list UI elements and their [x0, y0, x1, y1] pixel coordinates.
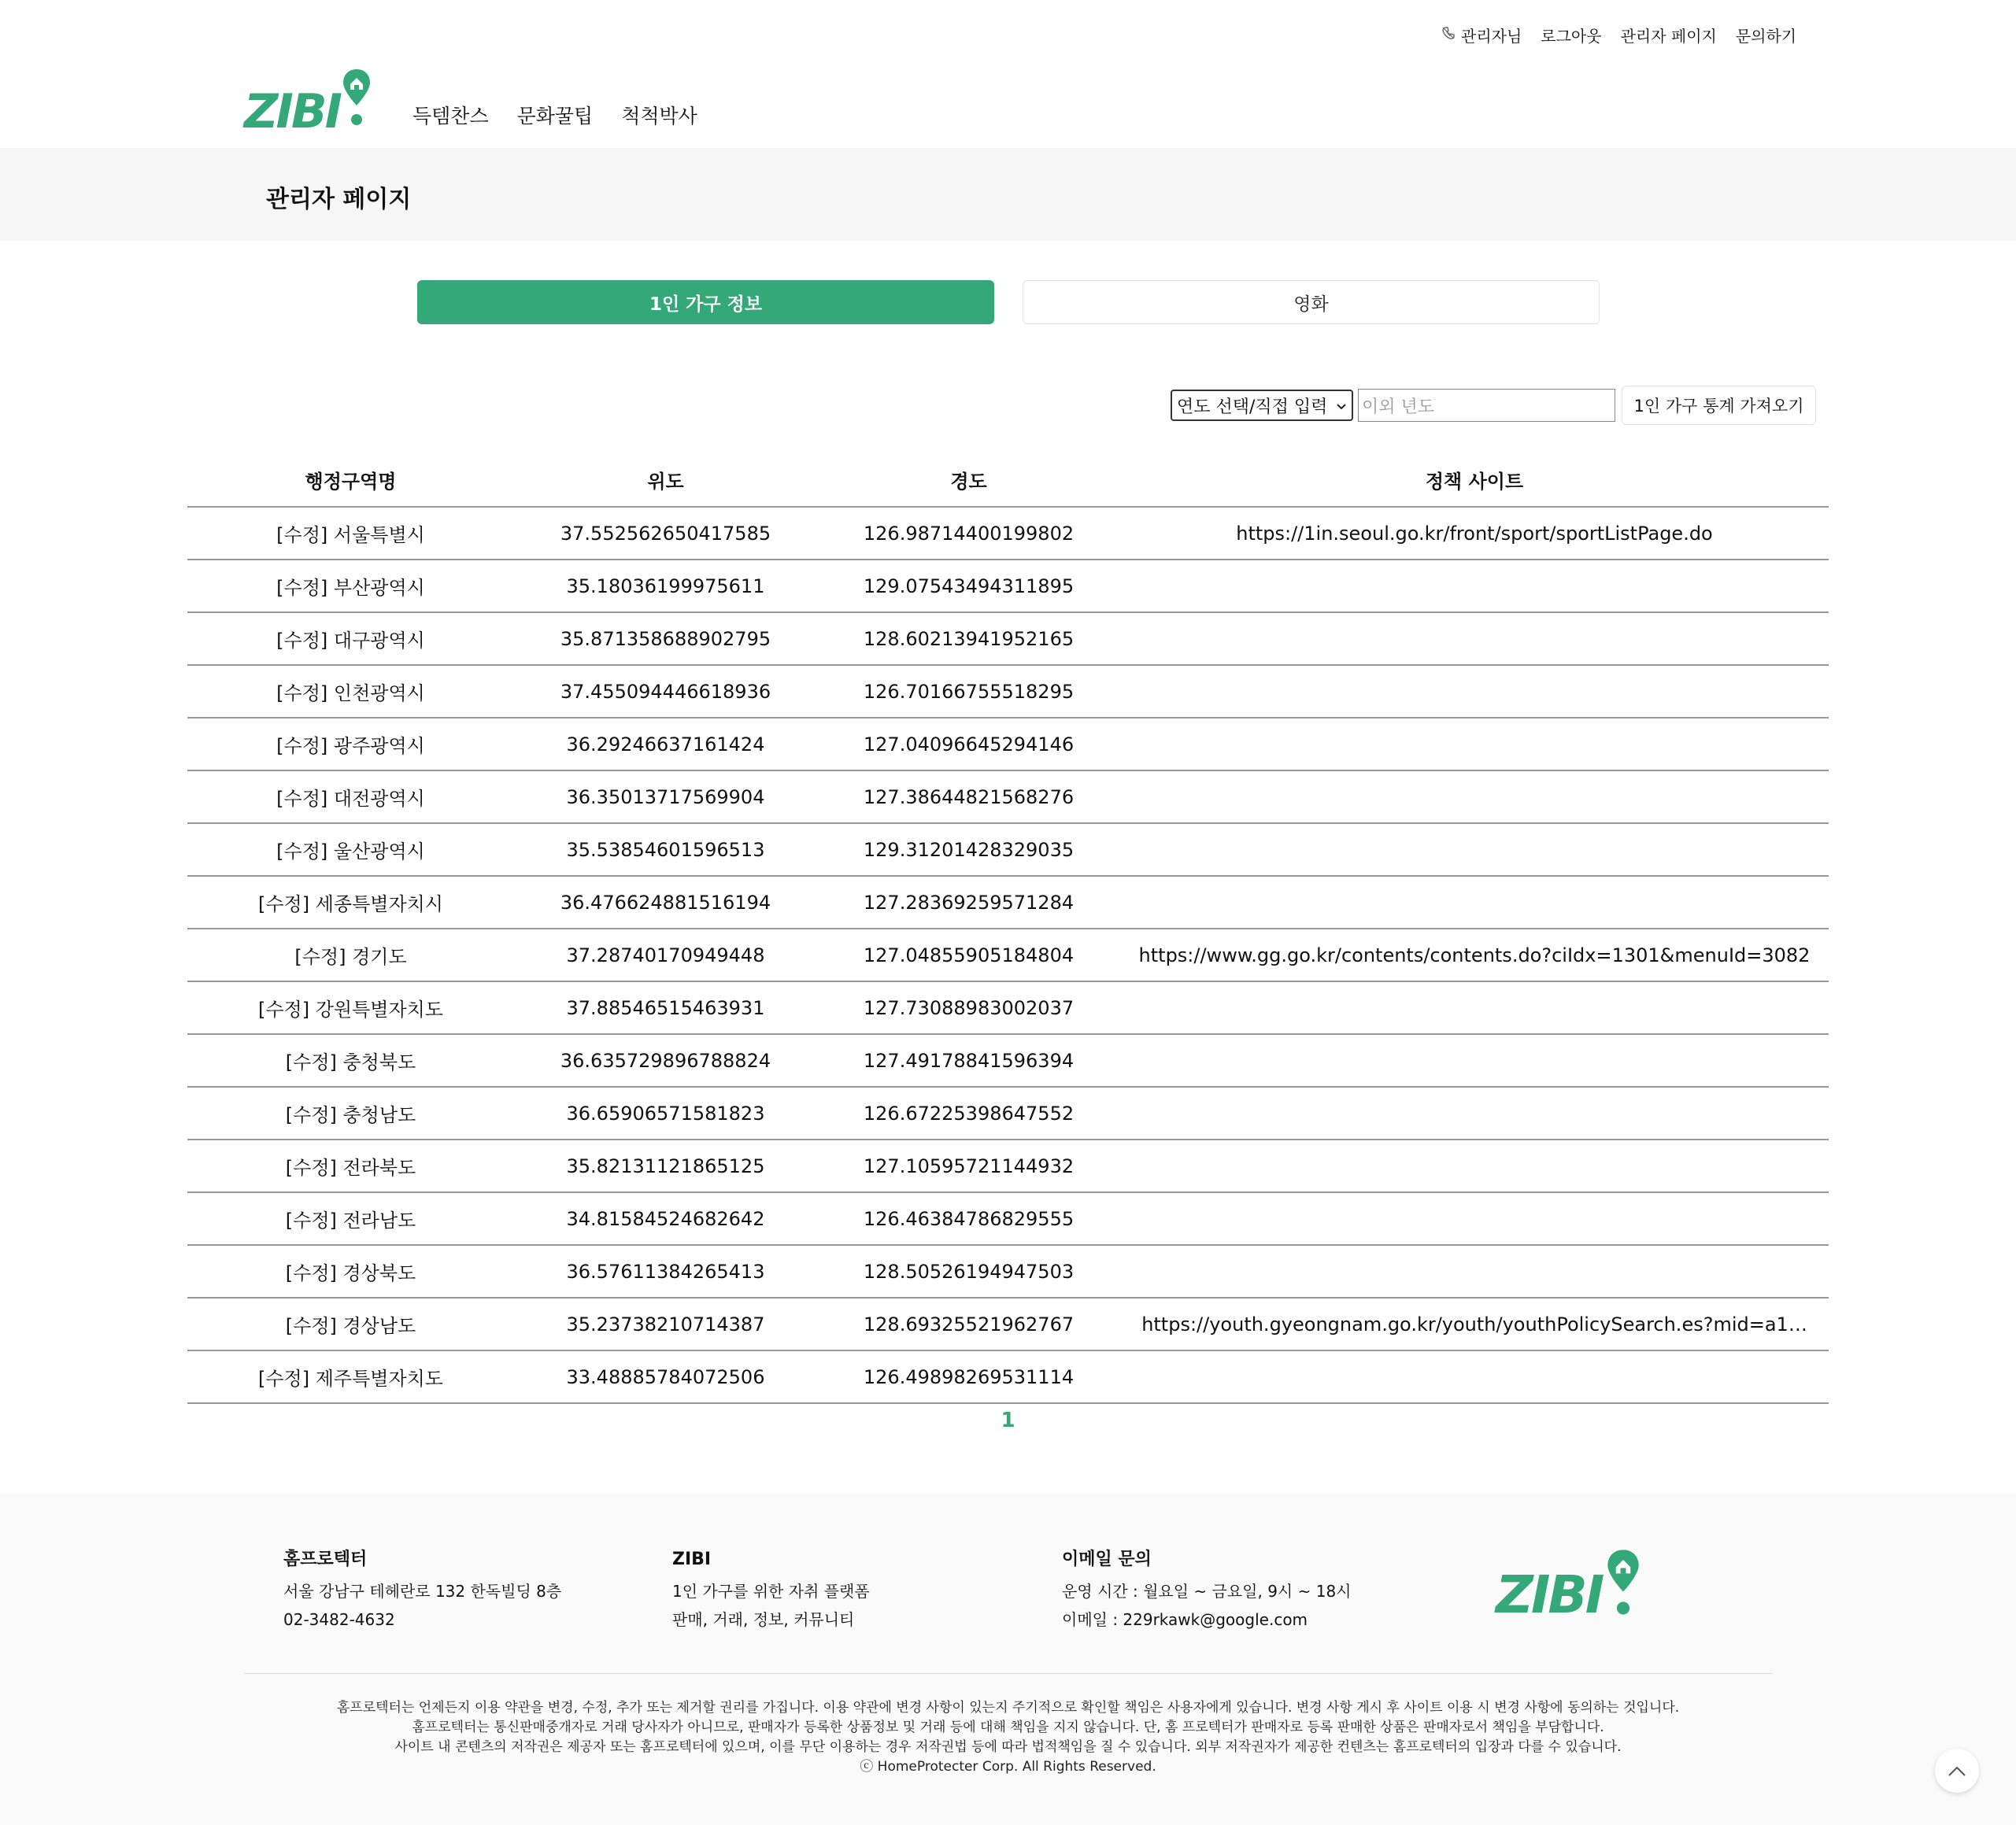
cell-latitude-text: 35.82131121865125	[566, 1154, 765, 1177]
cell-latitude	[514, 929, 817, 981]
admin-page-link[interactable]: 관리자 페이지	[1620, 27, 1717, 46]
cell-policy-site[interactable]	[1120, 770, 1829, 823]
cell-policy-site[interactable]	[1120, 1245, 1829, 1298]
legal-line-3: 사이트 내 콘텐츠의 저작권은 제공자 또는 홈프로텍터에 있으며, 이를 무단 이용하는 경우 저작권법 등에 따라 법적책임을 질 수 있습니다. 외부 저작권자가 제공한 컨텐츠는 홈프로텍터의 입장과 다를 수 있습니다.	[394, 1739, 1622, 1755]
cell-policy-site[interactable]	[1120, 823, 1829, 876]
cell-region	[187, 1245, 514, 1298]
cell-longitude-text: 127.04096645294146	[863, 733, 1075, 755]
cell-latitude-text: 37.88546515463931	[566, 996, 765, 1019]
footer-logo	[1496, 1547, 1641, 1625]
cell-latitude	[514, 1192, 817, 1245]
footer	[0, 1494, 2016, 1825]
cell-latitude	[514, 1140, 817, 1192]
cell-latitude	[514, 1350, 817, 1403]
table-row[interactable]	[187, 981, 1829, 1034]
cell-region-text: [수정] 경상남도	[285, 1315, 416, 1337]
cell-latitude	[514, 876, 817, 929]
cell-region	[187, 1087, 514, 1140]
user-icon	[1441, 25, 1456, 45]
cell-policy-site[interactable]	[1120, 1087, 1829, 1140]
cell-longitude-text: 129.07543494311895	[863, 574, 1075, 597]
other-year-input[interactable]: 이외 년도	[1358, 389, 1615, 422]
cell-longitude	[817, 1192, 1120, 1245]
cell-longitude-text: 129.31201428329035	[863, 838, 1075, 861]
table-row[interactable]	[187, 1140, 1829, 1192]
cell-latitude	[514, 1034, 817, 1087]
cell-region-text: [수정] 대구광역시	[276, 630, 425, 652]
cell-region	[187, 560, 514, 612]
table-row[interactable]	[187, 876, 1829, 929]
table-row[interactable]	[187, 823, 1829, 876]
table-row[interactable]	[187, 1087, 1829, 1140]
header-policy-site: 정책 사이트	[1120, 453, 1829, 507]
cell-longitude	[817, 770, 1120, 823]
cell-longitude	[817, 560, 1120, 612]
footer-company-title: 홈프로텍터	[283, 1550, 368, 1569]
cell-latitude-text: 35.871358688902795	[560, 627, 771, 650]
cell-latitude-text: 36.635729896788824	[560, 1049, 771, 1072]
cell-longitude-text: 127.49178841596394	[863, 1049, 1075, 1072]
cell-longitude	[817, 718, 1120, 770]
footer-phone: 02-3482-4632	[283, 1610, 395, 1629]
table-header-row	[187, 453, 1829, 507]
cell-longitude-text: 127.73088983002037	[863, 996, 1075, 1019]
cell-longitude-text: 127.04855905184804	[863, 944, 1075, 966]
nav-item-deals[interactable]: 득템찬스	[412, 105, 489, 127]
table-row[interactable]	[187, 718, 1829, 770]
cell-region-text: [수정] 광주광역시	[276, 735, 425, 757]
cell-longitude-text: 128.60213941952165	[863, 627, 1075, 650]
header-longitude: 경도	[817, 453, 1120, 507]
cell-longitude	[817, 612, 1120, 665]
table-row[interactable]	[187, 770, 1829, 823]
cell-longitude	[817, 1298, 1120, 1350]
tab-movie[interactable]: 영화	[1023, 280, 1600, 324]
footer-email-title: 이메일 문의	[1062, 1550, 1152, 1569]
year-select-value: 연도 선택/직접 입력	[1177, 397, 1328, 417]
cell-longitude	[817, 1087, 1120, 1140]
cell-latitude-text: 37.552562650417585	[560, 522, 771, 545]
pagination	[0, 1409, 2016, 1432]
cell-region	[187, 507, 514, 560]
cell-longitude	[817, 981, 1120, 1034]
cell-policy-site[interactable]	[1120, 1140, 1829, 1192]
page-title: 관리자 페이지	[266, 186, 412, 213]
table-row[interactable]	[187, 1350, 1829, 1403]
cell-policy-site[interactable]	[1120, 507, 1829, 560]
cell-region-text: [수정] 강원특별자치도	[257, 999, 443, 1021]
cell-latitude	[514, 981, 817, 1034]
cell-policy-site[interactable]	[1120, 1192, 1829, 1245]
table-row[interactable]	[187, 1034, 1829, 1087]
arrow-up-icon	[1948, 1759, 1966, 1783]
nav-item-qna[interactable]: 척척박사	[621, 105, 697, 127]
fetch-stats-button[interactable]: 1인 가구 통계 가져오기	[1622, 386, 1816, 425]
footer-service-desc: 1인 가구를 위한 자취 플랫폼	[672, 1582, 870, 1601]
cell-policy-site[interactable]	[1120, 876, 1829, 929]
year-select[interactable]	[1171, 390, 1353, 421]
footer-service-title: ZIBI	[672, 1550, 712, 1569]
cell-policy-site[interactable]	[1120, 612, 1829, 665]
cell-latitude	[514, 823, 817, 876]
footer-hours: 운영 시간 : 월요일 ~ 금요일, 9시 ~ 18시	[1062, 1582, 1352, 1601]
table-row[interactable]	[187, 929, 1829, 981]
cell-latitude-text: 33.48885784072506	[566, 1365, 765, 1388]
contact-link[interactable]: 문의하기	[1735, 27, 1797, 46]
cell-region-text: [수정] 충청북도	[285, 1051, 416, 1073]
header-region: 행정구역명	[187, 453, 514, 507]
cell-latitude	[514, 1087, 817, 1140]
cell-longitude	[817, 929, 1120, 981]
cell-latitude	[514, 665, 817, 718]
logout-link[interactable]: 로그아웃	[1541, 27, 1602, 46]
main-nav	[412, 101, 697, 129]
cell-policy-site-text[interactable]: https://1in.seoul.go.kr/front/sport/sportListPage.do	[1236, 523, 1713, 545]
cell-longitude	[817, 1140, 1120, 1192]
cell-region	[187, 770, 514, 823]
cell-policy-site[interactable]	[1120, 560, 1829, 612]
footer-email-address[interactable]: 이메일 : 229rkawk@google.com	[1062, 1610, 1308, 1629]
footer-legal	[0, 1698, 2016, 1777]
cell-region	[187, 876, 514, 929]
cell-longitude-text: 126.67225398647552	[863, 1102, 1075, 1125]
cell-latitude-text: 36.65906571581823	[566, 1102, 765, 1125]
cell-region	[187, 1034, 514, 1087]
cell-latitude-text: 37.28740170949448	[566, 944, 765, 966]
cell-region	[187, 1298, 514, 1350]
cell-longitude-text: 126.98714400199802	[863, 522, 1075, 545]
cell-longitude-text: 126.46384786829555	[863, 1207, 1075, 1230]
cell-latitude-text: 36.29246637161424	[566, 733, 765, 755]
cell-latitude	[514, 560, 817, 612]
stats-controls	[1171, 386, 1816, 425]
cell-longitude	[817, 665, 1120, 718]
legal-line-1: 홈프로텍터는 언제든지 이용 약관을 변경, 수정, 추가 또는 제거할 권리를 가집니다. 이용 약관에 변경 사항이 있는지 주기적으로 확인할 책임은 사용자에게 있습니다. 변경 사항 게시 후 사이트 이용 시 변경 사항에 동의하는 것입니다.	[336, 1700, 1680, 1716]
cell-region	[187, 1192, 514, 1245]
cell-region-text: [수정] 충청남도	[285, 1104, 416, 1126]
cell-latitude-text: 35.23738210714387	[566, 1313, 765, 1336]
cell-longitude-text: 126.49898269531114	[863, 1365, 1075, 1388]
cell-latitude	[514, 1245, 817, 1298]
location-pin-icon	[342, 68, 372, 131]
table-row[interactable]	[187, 1192, 1829, 1245]
cell-policy-site-text[interactable]: https://www.gg.go.kr/contents/contents.do?ciIdx=1301&menuId=3082	[1138, 944, 1811, 966]
cell-longitude	[817, 876, 1120, 929]
cell-region	[187, 1350, 514, 1403]
nav-item-culture-tips[interactable]: 문화꿀팁	[516, 105, 594, 127]
cell-region-text: [수정] 대전광역시	[276, 788, 425, 810]
cell-policy-site[interactable]	[1120, 929, 1829, 981]
cell-region-text: [수정] 경상북도	[285, 1262, 416, 1284]
admin-tabs	[417, 280, 1600, 324]
footer-company	[283, 1546, 561, 1634]
footer-logo-wordmark: ZIBI	[1496, 1565, 1603, 1625]
footer-address: 서울 강남구 테헤란로 132 한독빌딩 8층	[283, 1582, 562, 1601]
cell-latitude	[514, 770, 817, 823]
cell-region	[187, 929, 514, 981]
table-row[interactable]	[187, 665, 1829, 718]
cell-region-text: [수정] 전라남도	[285, 1210, 416, 1232]
logo-wordmark: ZIBI	[244, 84, 340, 139]
cell-region	[187, 718, 514, 770]
header-latitude: 위도	[514, 453, 817, 507]
cell-latitude	[514, 1298, 817, 1350]
copyright: ⓒ HomeProtecter Corp. All Rights Reserved.	[860, 1759, 1156, 1775]
cell-longitude-text: 127.10595721144932	[863, 1154, 1075, 1177]
cell-latitude-text: 34.81584524682642	[566, 1207, 765, 1230]
cell-latitude-text: 36.57611384265413	[566, 1260, 765, 1283]
location-pin-icon	[1606, 1547, 1641, 1621]
cell-longitude-text: 127.28369259571284	[863, 891, 1075, 914]
admin-user[interactable]	[1441, 24, 1522, 46]
cell-policy-site[interactable]	[1120, 718, 1829, 770]
cell-longitude-text: 128.69325521962767	[863, 1313, 1075, 1336]
chevron-down-icon	[1336, 396, 1347, 416]
cell-policy-site-text[interactable]: https://youth.gyeongnam.go.kr/youth/youthPolicySearch.es?mid=a1…	[1141, 1313, 1807, 1336]
cell-longitude	[817, 823, 1120, 876]
cell-latitude-text: 36.476624881516194	[560, 891, 771, 914]
cell-policy-site[interactable]	[1120, 665, 1829, 718]
top-utility-bar	[1441, 24, 1796, 46]
table-row[interactable]	[187, 1245, 1829, 1298]
cell-latitude	[514, 612, 817, 665]
tab-single-household[interactable]: 1인 가구 정보	[417, 280, 994, 324]
cell-policy-site[interactable]	[1120, 1298, 1829, 1350]
cell-region	[187, 1140, 514, 1192]
table-row[interactable]	[187, 560, 1829, 612]
footer-service-tags: 판매, 거래, 정보, 커뮤니티	[672, 1610, 855, 1629]
cell-longitude	[817, 1245, 1120, 1298]
site-logo[interactable]	[244, 68, 372, 139]
cell-policy-site[interactable]	[1120, 1034, 1829, 1087]
cell-policy-site[interactable]	[1120, 1350, 1829, 1403]
cell-longitude-text: 128.50526194947503	[863, 1260, 1075, 1283]
legal-line-2: 홈프로텍터는 통신판매중개자로 거래 당사자가 아니므로, 판매자가 등록한 상품정보 및 거래 등에 대해 책임을 지지 않습니다. 단, 홈 프로텍터가 판매자로 등록 판매한 상품은 판매자로서 책임을 부담합니다.	[412, 1720, 1604, 1735]
cell-longitude	[817, 1034, 1120, 1087]
cell-region-text: [수정] 울산광역시	[276, 840, 425, 863]
cell-longitude	[817, 1350, 1120, 1403]
cell-region	[187, 981, 514, 1034]
cell-region-text: [수정] 인천광역시	[276, 682, 425, 704]
cell-latitude-text: 35.53854601596513	[566, 838, 765, 861]
cell-region	[187, 665, 514, 718]
cell-latitude	[514, 507, 817, 560]
table-row[interactable]	[187, 1298, 1829, 1350]
cell-longitude-text: 126.70166755518295	[863, 680, 1075, 703]
cell-region-text: [수정] 경기도	[294, 946, 407, 968]
cell-longitude-text: 127.38644821568276	[863, 785, 1075, 808]
footer-service	[672, 1546, 870, 1634]
cell-latitude-text: 37.455094446618936	[560, 680, 771, 703]
cell-latitude	[514, 718, 817, 770]
cell-region	[187, 612, 514, 665]
footer-email	[1062, 1546, 1351, 1634]
footer-divider	[244, 1673, 1773, 1674]
cell-region-text: [수정] 세종특별자치시	[257, 893, 443, 915]
cell-latitude-text: 36.35013717569904	[566, 785, 765, 808]
page-banner	[0, 148, 2016, 241]
cell-region-text: [수정] 서울특별시	[276, 524, 425, 546]
cell-region-text: [수정] 제주특별자치도	[257, 1368, 443, 1390]
table-row[interactable]	[187, 507, 1829, 560]
region-table	[187, 453, 1829, 1404]
table-row[interactable]	[187, 612, 1829, 665]
page-number-current[interactable]: 1	[1001, 1409, 1015, 1432]
cell-longitude	[817, 507, 1120, 560]
cell-latitude-text: 35.18036199975611	[566, 574, 765, 597]
admin-user-label: 관리자님	[1461, 27, 1522, 46]
cell-policy-site[interactable]	[1120, 981, 1829, 1034]
scroll-to-top-button[interactable]	[1935, 1749, 1979, 1793]
cell-region	[187, 823, 514, 876]
cell-region-text: [수정] 전라북도	[285, 1157, 416, 1179]
cell-region-text: [수정] 부산광역시	[276, 577, 425, 599]
